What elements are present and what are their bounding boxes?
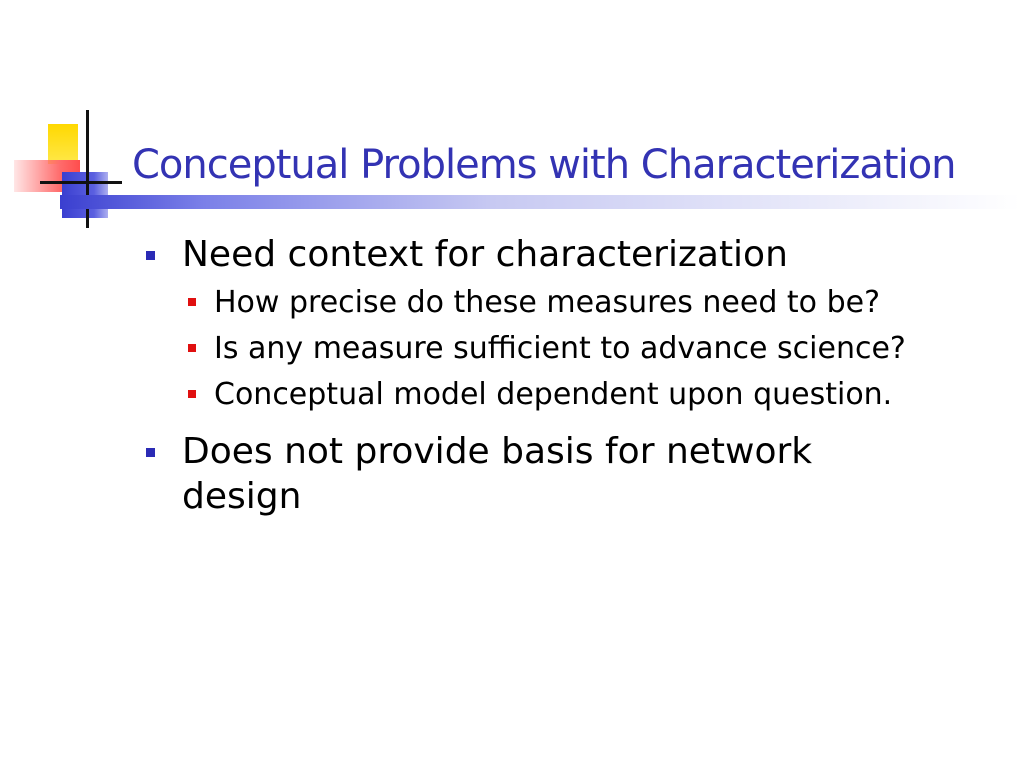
slide-title: Conceptual Problems with Characterization: [132, 142, 956, 188]
title-underline: [60, 195, 1020, 209]
bullet-item: [142, 429, 942, 519]
logo-horizontal-line: [40, 181, 122, 184]
bullet-square-icon: [146, 448, 155, 457]
sub-bullet-item: [186, 329, 954, 369]
logo-vertical-line: [86, 110, 89, 228]
sub-bullet-text: Conceptual model dependent upon question.: [214, 377, 893, 412]
bullet-square-icon: [146, 251, 155, 260]
sub-bullet-square-icon: [188, 344, 196, 352]
bullet-item: [142, 232, 942, 277]
sub-bullet-item: [186, 283, 954, 323]
sub-bullet-list: [186, 283, 942, 415]
sub-bullet-square-icon: [188, 298, 196, 306]
logo-yellow-block: [48, 124, 78, 164]
sub-bullet-square-icon: [188, 390, 196, 398]
bullet-text: Need context for characterization: [182, 234, 788, 275]
sub-bullet-text: Is any measure sufficient to advance science?: [214, 331, 906, 366]
sub-bullet-item: [186, 375, 954, 415]
bullet-text: Does not provide basis for network design: [182, 431, 813, 517]
sub-bullet-text: How precise do these measures need to be?: [214, 285, 880, 320]
slide-body: [142, 232, 942, 525]
